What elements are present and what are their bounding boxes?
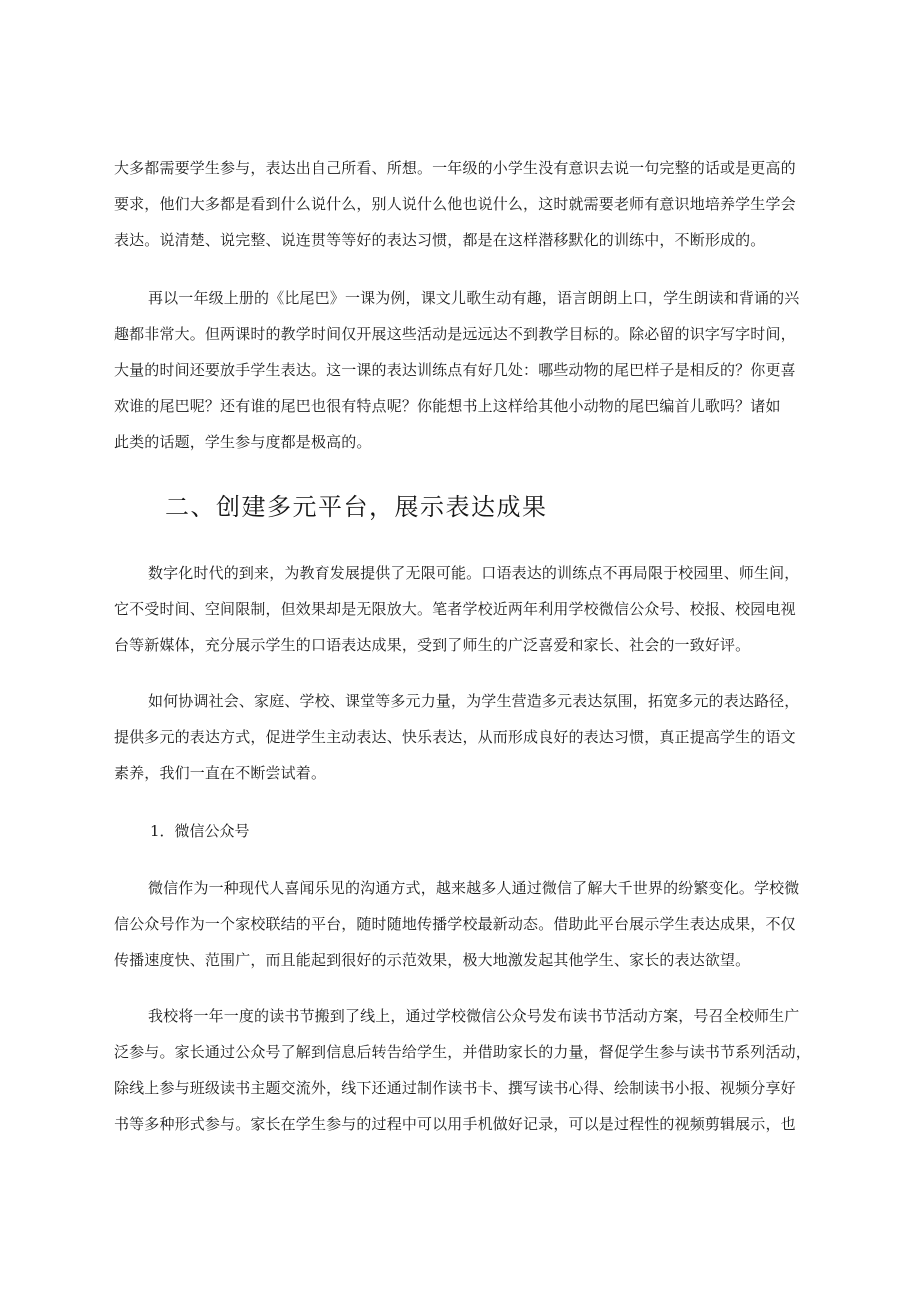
paragraph-line: 书等多种形式参与。家长在学生参与的过程中可以用手机做好记录，可以是过程性的视频剪辑展示，也 [114,1115,796,1133]
paragraph-line: 如何协调社会、家庭、学校、课堂等多元力量，为学生营造多元表达氛围，拓宽多元的表达路径， [148,692,800,710]
paragraph-line: 传播速度快、范围广，而且能起到很好的示范效果，极大地激发起其他学生、家长的表达欲望。 [114,951,751,969]
paragraph-line: 提供多元的表达方式，促进学生主动表达、快乐表达，从而形成良好的表达习惯，真正提高学生的语文 [114,728,796,746]
paragraph-line: 大量的时间还要放手学生表达。这一课的表达训练点有好几处：哪些动物的尾巴样子是相反的？你更喜 [114,361,796,379]
paragraph-line: 表达。说清楚、说完整、说连贯等等好的表达习惯，都是在这样潜移默化的训练中，不断形成的。 [114,231,766,249]
paragraph-line: 要求，他们大多都是看到什么说什么，别人说什么他也说什么，这时就需要老师有意识地培养学生学会 [114,195,796,213]
paragraph-line: 微信作为一种现代人喜闻乐见的沟通方式，越来越多人通过微信了解大千世界的纷繁变化。学校微 [148,879,800,897]
paragraph-line: 趣都非常大。但两课时的教学时间仅开展这些活动是远远达不到教学目标的。除必留的识字写字时间， [114,325,796,343]
paragraph-line: 泛参与。家长通过公众号了解到信息后转告给学生，并借助家长的力量，督促学生参与读书节系列活动， [114,1043,811,1061]
section-heading: 二、创建多元平台，展示表达成果 [165,493,548,521]
paragraph-line: 我校将一年一度的读书节搬到了线上，通过学校微信公众号发布读书节活动方案，号召全校师生广 [148,1007,800,1025]
paragraph-line: 信公众号作为一个家校联结的平台，随时随地传播学校最新动态。借助此平台展示学生表达成果，不仅 [114,915,796,933]
paragraph-line: 素养，我们一直在不断尝试着。 [114,764,327,782]
paragraph-line: 此类的话题，学生参与度都是极高的。 [114,433,372,451]
paragraph-line: 数字化时代的到来，为教育发展提供了无限可能。口语表达的训练点不再局限于校园里、师生间， [148,564,800,582]
paragraph-line: 除线上参与班级读书主题交流外，线下还通过制作读书卡、撰写读书心得、绘制读书小报、视频分享好 [114,1079,796,1097]
paragraph-line: 台等新媒体，充分展示学生的口语表达成果，受到了师生的广泛喜爱和家长、社会的一致好评。 [114,636,751,654]
paragraph-line: 再以一年级上册的《比尾巴》一课为例，课文儿歌生动有趣，语言朗朗上口，学生朗读和背诵的兴 [148,289,800,307]
paragraph-line: 大多都需要学生参与，表达出自己所看、所想。一年级的小学生没有意识去说一句完整的话或是更高的 [114,159,796,177]
subsection-heading: 1．微信公众号 [150,822,250,840]
paragraph-line: 它不受时间、空间限制，但效果却是无限放大。笔者学校近两年利用学校微信公众号、校报、校园电视 [114,600,796,618]
paragraph-line: 欢谁的尾巴呢？还有谁的尾巴也很有特点呢？你能想书上这样给其他小动物的尾巴编首儿歌吗？诸如 [114,397,781,415]
